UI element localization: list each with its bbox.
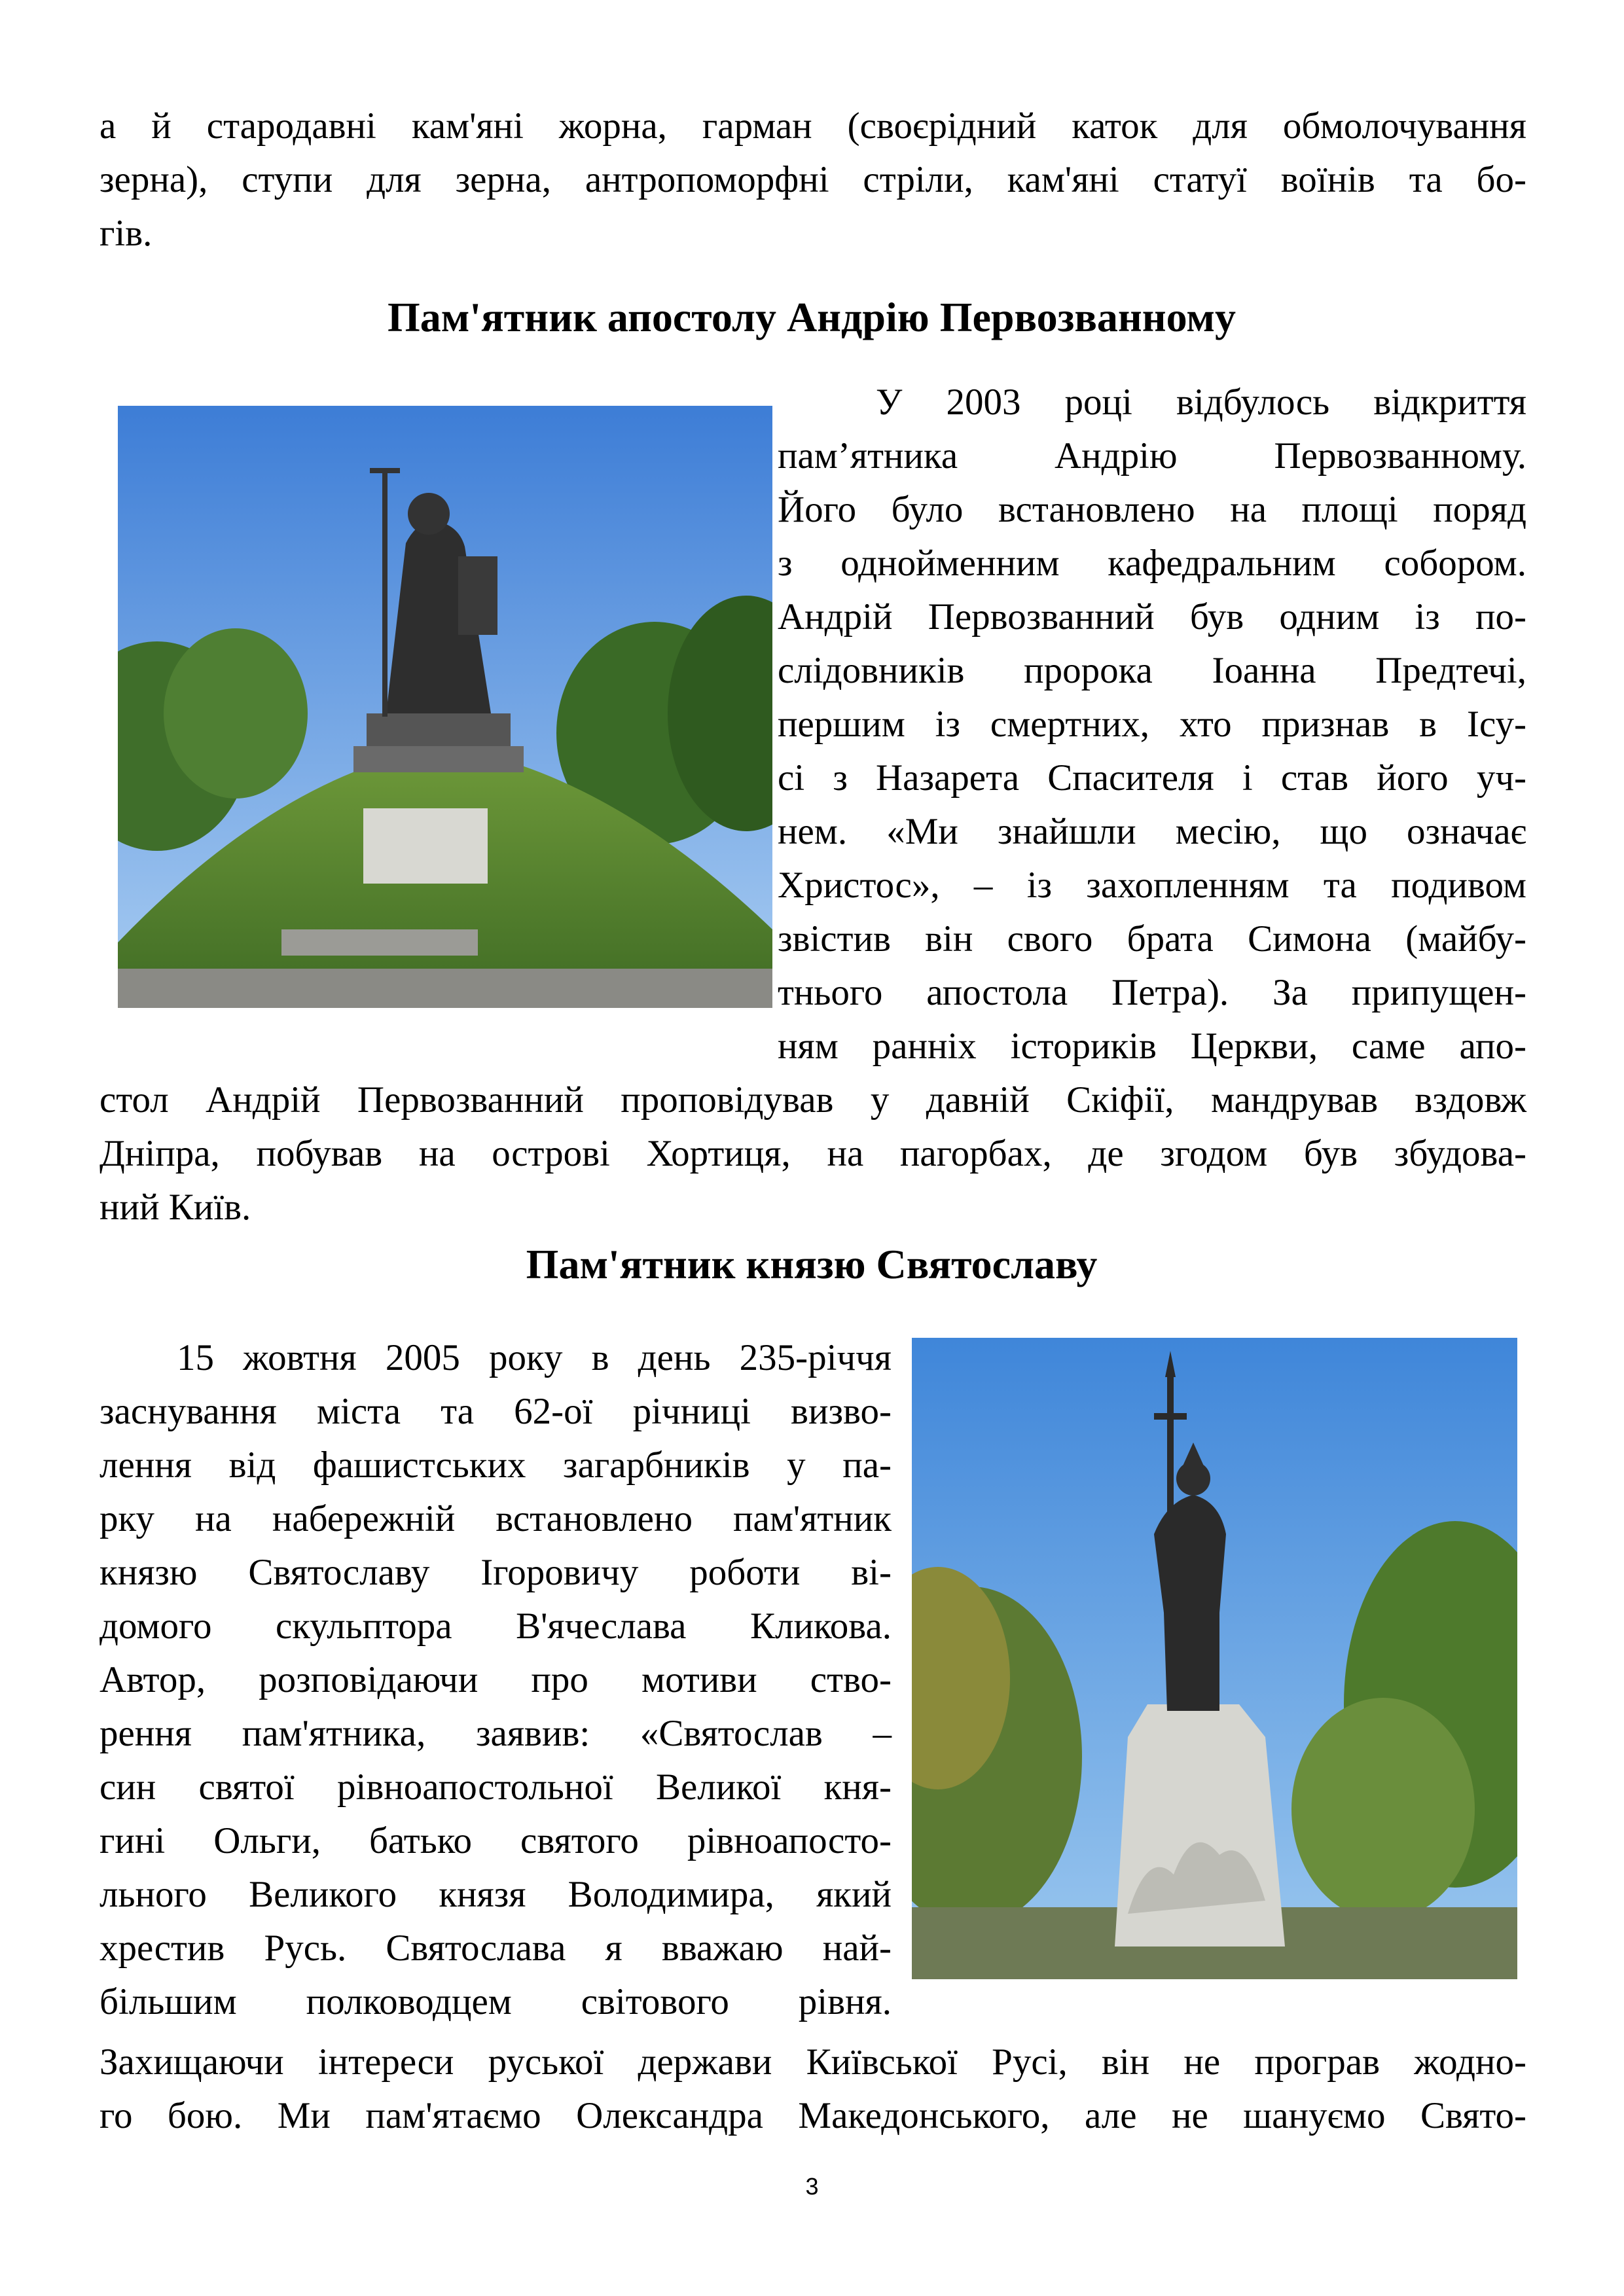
sviatoslav-line: рення пам'ятника, заявив: «Святослав – bbox=[99, 1713, 892, 1754]
andrew-line: Дніпра, побував на острові Хортиця, на пагорбах, де згодом був збудова- bbox=[99, 1133, 1526, 1174]
andrew-line: нем. «Ми знайшли месію, що означає bbox=[778, 811, 1526, 852]
intro-line: гів. bbox=[99, 213, 153, 254]
sviatoslav-line: домого скульптора В'ячеслава Кликова. bbox=[99, 1605, 892, 1647]
andrew-line: Христос», – із захопленням та подивом bbox=[778, 865, 1526, 906]
sviatoslav-line: більшим полководцем світового рівня. bbox=[99, 1981, 892, 2022]
sviatoslav-line: 15 жовтня 2005 року в день 235-річчя bbox=[177, 1337, 892, 1378]
andrew-paragraph-column bbox=[778, 376, 1526, 1073]
intro-line: а й стародавні кам'яні жорна, гарман (своєрідний каток для обмолочування bbox=[99, 105, 1526, 147]
andrew-line: тнього апостола Петра). За припущен- bbox=[778, 972, 1526, 1013]
andrew-monument-photo bbox=[118, 406, 772, 1008]
sviatoslav-line: гині Ольги, батько святого рівноапосто- bbox=[99, 1820, 892, 1861]
sviatoslav-line: Захищаючи інтереси руської держави Київської Русі, він не програв жодно- bbox=[99, 2041, 1526, 2083]
andrew-line: слідовників пророка Іоанна Предтечі, bbox=[778, 650, 1526, 691]
andrew-line: першим із смертних, хто признав в Ісу- bbox=[778, 704, 1526, 745]
sviatoslav-line: лення від фашистських загарбників у па- bbox=[99, 1444, 892, 1486]
andrew-line: У 2003 році відбулось відкриття bbox=[876, 382, 1526, 423]
sviatoslav-line: Автор, розповідаючи про мотиви ство- bbox=[99, 1659, 892, 1700]
sviatoslav-line: льного Великого князя Володимира, який bbox=[99, 1874, 892, 1915]
sviatoslav-line: заснування міста та 62-ої річниці визво- bbox=[99, 1391, 892, 1432]
section-title-andrew: Пам'ятник апостолу Андрію Первозванному bbox=[388, 294, 1236, 340]
andrew-line: Андрій Первозванний був одним із по- bbox=[778, 596, 1526, 637]
sviatoslav-line: князю Святославу Ігоровичу роботи ві- bbox=[99, 1552, 892, 1593]
andrew-line: пам’ятника Андрію Первозванному. bbox=[778, 435, 1526, 476]
sviatoslav-monument-photo bbox=[912, 1338, 1517, 1979]
andrew-line: Його було встановлено на площі поряд bbox=[778, 489, 1526, 530]
sviatoslav-line: рку на набережній встановлено пам'ятник bbox=[99, 1498, 892, 1539]
intro-line: зерна), ступи для зерна, антропоморфні стріли, кам'яні статуї воїнів та бо- bbox=[99, 159, 1526, 200]
andrew-line: ний Київ. bbox=[99, 1187, 251, 1228]
andrew-line: ням ранніх істориків Церкви, саме апо- bbox=[778, 1026, 1526, 1067]
sviatoslav-paragraph-column bbox=[99, 1331, 892, 2029]
andrew-line: стол Андрій Первозванний проповідував у давній Скіфії, мандрував вздовж bbox=[99, 1079, 1526, 1121]
andrew-line: сі з Назарета Спасителя і став його уч- bbox=[778, 757, 1526, 798]
sviatoslav-line: син святої рівноапостольної Великої кня- bbox=[99, 1767, 892, 1808]
sviatoslav-paragraph-continuation bbox=[99, 2036, 1526, 2143]
intro-paragraph bbox=[99, 99, 1526, 260]
andrew-line: звістив він свого брата Симона (майбу- bbox=[778, 918, 1526, 960]
sviatoslav-line: го бою. Ми пам'ятаємо Олександра Македонського, але не шануємо Свято- bbox=[99, 2095, 1526, 2136]
andrew-line: з однойменним кафедральним собором. bbox=[778, 543, 1526, 584]
andrew-paragraph-continuation bbox=[99, 1073, 1526, 1234]
section-title-sviatoslav: Пам'ятник князю Святославу bbox=[526, 1241, 1098, 1287]
sviatoslav-line: хрестив Русь. Святослава я вважаю най- bbox=[99, 1928, 892, 1969]
page-number: 3 bbox=[805, 2173, 819, 2200]
